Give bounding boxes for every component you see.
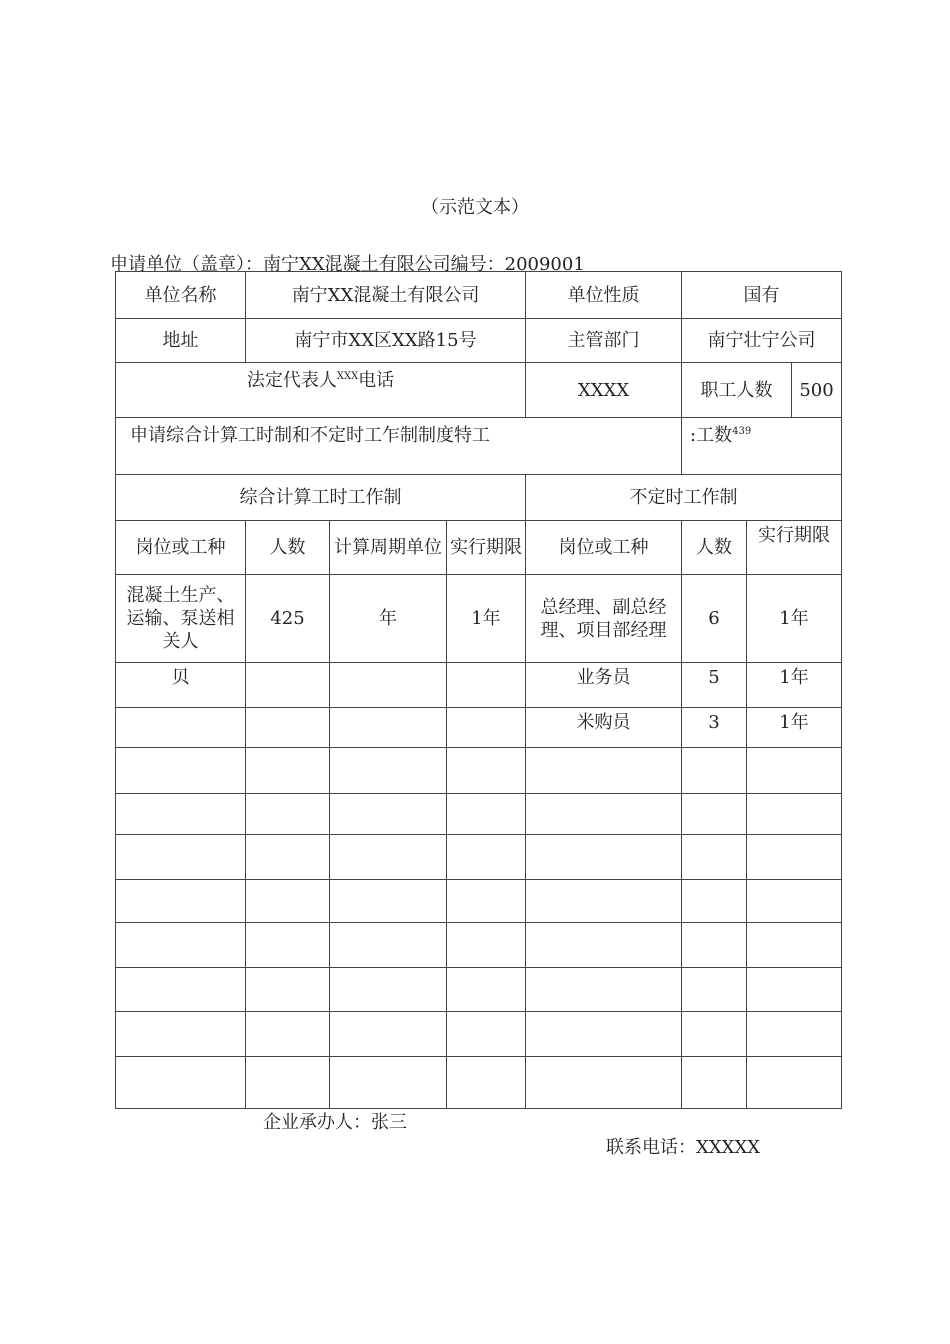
unit-nature-label: 单位性质 — [526, 272, 682, 319]
staff-label: 职工人数 — [682, 363, 792, 417]
right-row-1-count: 5 — [682, 663, 747, 708]
work-count-cell — [682, 418, 842, 475]
left-row-1-count — [246, 663, 330, 708]
left-row-1-period — [330, 663, 447, 708]
section-title-left: 综合计算工时工作制 — [116, 475, 526, 521]
unit-name-label: 单位名称 — [116, 272, 246, 319]
table-row — [116, 418, 842, 475]
staff-cell — [682, 363, 842, 418]
handler-line — [263, 1108, 407, 1134]
table-row — [116, 748, 842, 794]
left-row-1-term — [447, 663, 526, 708]
header-left-post: 岗位或工种 — [116, 521, 246, 575]
application-form-table — [115, 271, 842, 1109]
contact-line — [606, 1133, 760, 1159]
contact-label: 联系电话： — [606, 1137, 696, 1158]
right-row-2-post: 米购员 — [526, 708, 682, 748]
legal-rep-sup: XXX — [336, 371, 359, 382]
table-row — [116, 363, 842, 418]
table-row — [116, 1057, 842, 1109]
header-right-count: 人数 — [682, 521, 747, 575]
legal-rep-label: 法定代表人 — [246, 370, 337, 391]
table-row — [116, 1012, 842, 1057]
right-row-1-term: 1年 — [747, 663, 842, 708]
header-left-period: 计算周期单位 — [330, 521, 447, 575]
work-count-sup: 439 — [732, 426, 752, 437]
right-row-2-count: 3 — [682, 708, 747, 748]
phone-value: XXXX — [526, 363, 682, 418]
staff-inner-table — [682, 363, 841, 417]
legal-rep-cell — [116, 363, 526, 418]
unit-name-value: 南宁XX混凝土有限公司 — [246, 272, 526, 319]
document-caption: （示范文本） — [421, 197, 529, 218]
contact-value: XXXXX — [696, 1137, 761, 1158]
right-row-0-term: 1年 — [747, 575, 842, 663]
right-row-0-count: 6 — [682, 575, 747, 663]
table-row — [116, 968, 842, 1012]
left-row-0-count: 425 — [246, 575, 330, 663]
phone-label: 电话 — [358, 370, 395, 391]
left-row-0-term: 1年 — [447, 575, 526, 663]
table-row — [116, 475, 842, 521]
table-row — [116, 835, 842, 880]
table-row — [116, 663, 842, 708]
dept-value: 南宁壮宁公司 — [682, 319, 842, 363]
table-row — [116, 923, 842, 968]
left-row-0-period: 年 — [330, 575, 447, 663]
table-row — [116, 272, 842, 319]
staff-value: 500 — [799, 379, 834, 401]
handler-value: 张三 — [371, 1112, 407, 1133]
header-left-term: 实行期限 — [447, 521, 526, 575]
table-row — [116, 319, 842, 363]
table-row — [116, 794, 842, 835]
right-row-2-term: 1年 — [747, 708, 842, 748]
address-value: 南宁市XX区XX路15号 — [246, 319, 526, 363]
left-row-1-post: 贝 — [116, 663, 246, 708]
dept-label: 主管部门 — [526, 319, 682, 363]
table-row — [116, 575, 842, 663]
table-row — [116, 708, 842, 748]
address-label: 地址 — [116, 319, 246, 363]
header-right-term: 实行期限 — [747, 521, 842, 575]
handler-label: 企业承办人： — [263, 1112, 371, 1133]
unit-nature-value: 国有 — [682, 272, 842, 319]
header-right-post: 岗位或工种 — [526, 521, 682, 575]
right-row-1-post: 业务员 — [526, 663, 682, 708]
table-row — [116, 880, 842, 923]
left-row-0-post: 混凝土生产、运输、泵送相关人 — [116, 575, 246, 663]
applicant-line: 申请单位（盖章）：南宁XX混凝土有限公司编号：2009001 — [110, 254, 585, 275]
right-row-0-post: 总经理、副总经理、项目部经理 — [526, 575, 682, 663]
table-row — [116, 521, 842, 575]
section-title-right: 不定时工作制 — [526, 475, 842, 521]
apply-text: 申请综合计算工时制和不定时工乍制制度特工 — [116, 418, 682, 475]
work-count-label: :工数 — [690, 425, 733, 446]
header-left-count: 人数 — [246, 521, 330, 575]
